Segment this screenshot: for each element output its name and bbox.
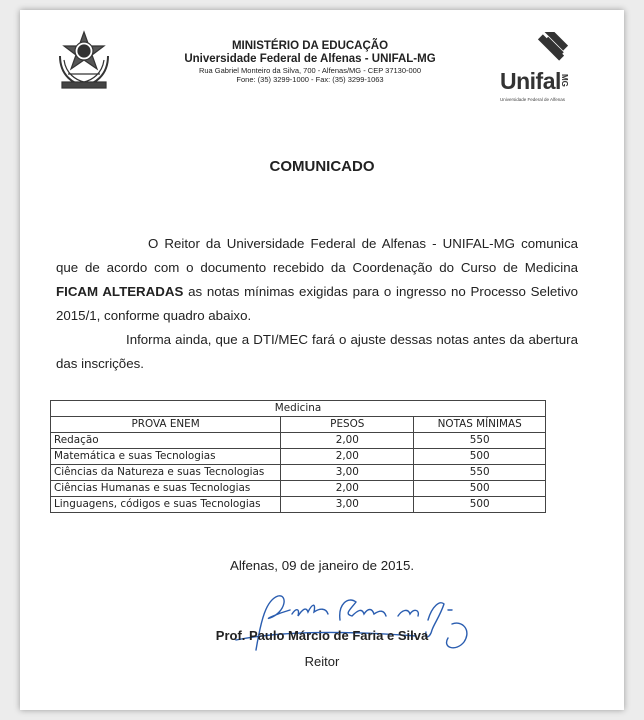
handwritten-signature	[216, 580, 486, 660]
body-text	[56, 232, 578, 376]
paragraph-1-start: O Reitor da Universidade Federal de Alfenas - UNIFAL-MG comunica que de acordo com o documento recebido da Coordenação do Curso de Medicina	[56, 236, 578, 275]
unifal-logo	[496, 32, 586, 110]
table-cell: Ciências Humanas e suas Tecnologias	[51, 481, 281, 497]
table-caption-row	[51, 401, 546, 417]
table-cell: 3,00	[281, 465, 414, 481]
table-row	[51, 481, 546, 497]
document-page	[20, 10, 624, 710]
address-line: Rua Gabriel Monteiro da Silva, 700 - Alfenas/MG - CEP 37130-000	[198, 66, 422, 75]
column-header: PROVA ENEM	[51, 417, 281, 433]
phone-line: Fone: (35) 3299-1000 - Fax: (35) 3299-1063	[236, 75, 384, 84]
logo-word: Unifal	[500, 68, 561, 94]
ministry-name: MINISTÉRIO DA EDUCAÇÃO	[231, 40, 389, 52]
table-cell: Redação	[51, 433, 281, 449]
university-name: Universidade Federal de Alfenas - UNIFAL-MG	[184, 53, 436, 65]
letterhead	[140, 40, 480, 84]
paragraph-1-emphasis: FICAM ALTERADAS	[56, 284, 184, 299]
table-cell: Matemática e suas Tecnologias	[51, 449, 281, 465]
signer-role: Reitor	[304, 654, 340, 669]
table-cell: 500	[414, 497, 546, 513]
table-cell: 3,00	[281, 497, 414, 513]
logo-suffix: MG	[560, 74, 569, 87]
table-row	[51, 449, 546, 465]
table-cell: 500	[414, 481, 546, 497]
signer-name: Prof. Paulo Márcio de Faria e Silva	[215, 628, 429, 643]
table-row	[51, 497, 546, 513]
table-cell: Linguagens, códigos e suas Tecnologias	[51, 497, 281, 513]
table-cell: 500	[414, 449, 546, 465]
logo-subtitle: Universidade Federal de Alfenas	[500, 97, 566, 102]
table-cell: 2,00	[281, 481, 414, 497]
table-cell: 550	[414, 465, 546, 481]
table-cell: 2,00	[281, 433, 414, 449]
coat-of-arms-icon	[54, 26, 114, 94]
date-line: Alfenas, 09 de janeiro de 2015.	[229, 558, 415, 573]
paragraph-1-end: as notas mínimas exigidas para o ingresso no Processo Seletivo 2015/1, conforme quadro abaixo.	[56, 284, 578, 323]
table-row	[51, 433, 546, 449]
table-cell: 2,00	[281, 449, 414, 465]
unifal-logo-icon	[496, 32, 586, 72]
table-cell: 550	[414, 433, 546, 449]
table-row	[51, 465, 546, 481]
minimum-grades-table	[50, 400, 546, 513]
table-header-row	[51, 417, 546, 433]
table-caption: Medicina	[51, 401, 546, 417]
column-header: PESOS	[281, 417, 414, 433]
document-title: COMUNICADO	[269, 158, 375, 175]
column-header: NOTAS MÍNIMAS	[414, 417, 546, 433]
paragraph-1	[56, 232, 578, 328]
paragraph-2: Informa ainda, que a DTI/MEC fará o ajuste dessas notas antes da abertura das inscrições.	[56, 332, 578, 371]
table-cell: Ciências da Natureza e suas Tecnologias	[51, 465, 281, 481]
